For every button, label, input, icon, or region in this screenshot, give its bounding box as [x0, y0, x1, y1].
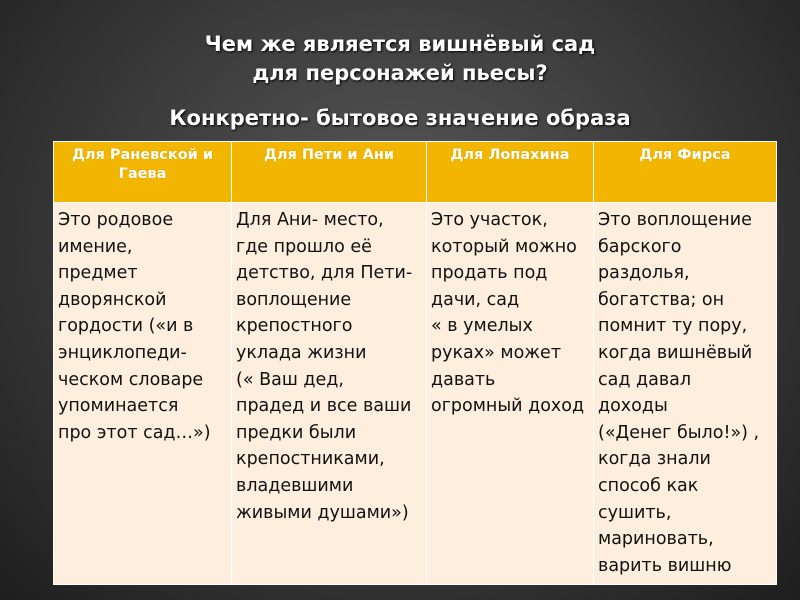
cell-firs: Это воплощение барского раздолья, богатства; он помнит ту пору, когда вишнёвый сад давал доходы («Денег было!») , когда знали способ как сушить, мариновать, варить вишню [594, 203, 777, 585]
table-header-row [54, 142, 777, 203]
slide-subtitle: Конкретно- бытовое значение образа [169, 106, 631, 130]
header-firs: Для Фирса [594, 142, 777, 203]
slide-title-line-2: для персонажей пьесы? [252, 61, 548, 85]
cell-lopakhin: Это участок, который можно продать под дачи, сад « в умелых руках» может давать огромный доход [427, 203, 594, 585]
header-lopakhin: Для Лопахина [427, 142, 594, 203]
characters-table [53, 141, 777, 585]
header-ranevskaya-gaev: Для Раневской и Гаева [54, 142, 232, 203]
table-row [54, 203, 777, 585]
header-petya-anya: Для Пети и Ани [232, 142, 427, 203]
cell-petya-anya: Для Ани- место, где прошло её детство, для Пети- воплощение крепостного уклада жизни (« Ваш дед, прадед и все ваши предки были крепостниками, владевшими живыми душами») [232, 203, 427, 585]
cell-ranevskaya-gaev: Это родовое имение, предмет дворянской гордости («и в энциклопеди- ческом словаре упоминается про этот сад…») [54, 203, 232, 585]
slide-title-line-1: Чем же является вишнёвый сад [204, 32, 596, 56]
